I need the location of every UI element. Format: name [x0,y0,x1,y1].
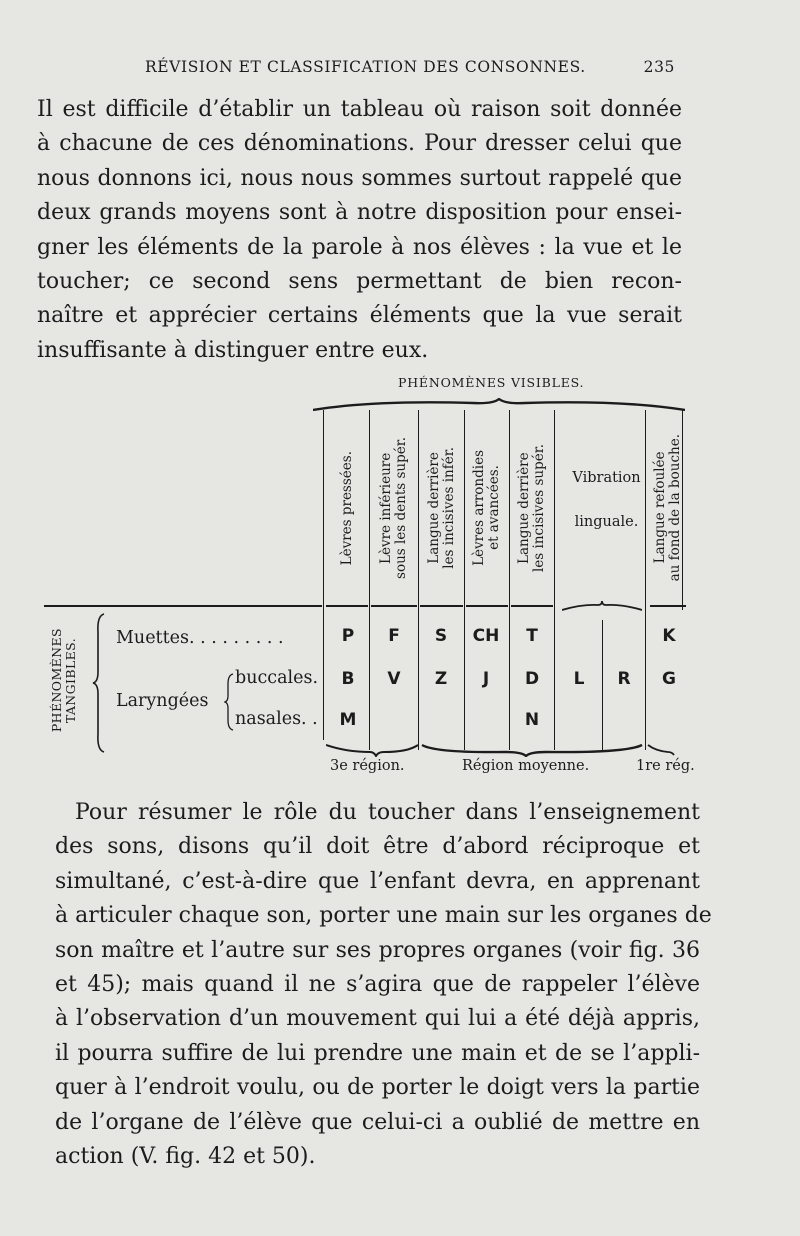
region-label-first: 1re rég. [636,758,695,774]
text-line: action (V. fig. 42 et 50). [55,1144,316,1170]
consonant-cell: M [339,710,357,730]
text-line: deux grands moyens sont à notre disposition pour ensei- [37,200,682,226]
consonant-cell: CH [472,626,500,646]
consonant-cell: S [434,626,448,646]
left-brace [92,612,106,754]
visible-phenomena-heading: PHÉNOMÈNES VISIBLES. [398,375,585,390]
consonant-table [44,400,694,800]
consonant-cell: J [482,669,490,689]
text-line: à chacune de ces dénominations. Pour dresser celui que [37,131,682,157]
consonant-cell: G [662,669,676,689]
bottom-braces [326,743,686,757]
vibration-brace [562,600,642,612]
column-header: Langue refoulée au fond de la bouche. [652,434,683,582]
text-line: Pour résumer le rôle du toucher dans l’enseignement [75,800,700,825]
consonant-cell: K [662,626,676,646]
column-header: Lèvres pressées. [338,450,355,566]
text-line: son maître et l’autre sur ses propres organes (voir fig. 36 [55,937,700,963]
consonant-cell: T [526,626,538,646]
text-line: quer à l’endroit voulu, ou de porter le doigt vers la partie [55,1075,700,1101]
region-label-third: 3e région. [330,758,405,774]
column-header: Lèvre inférieure sous les dents supér. [378,437,409,579]
consonant-cell: D [524,669,540,689]
text-line: naître et apprécier certains éléments que la vue serait [37,303,682,329]
text-line: à articuler chaque son, porter une main sur les organes de [55,903,712,929]
text-line: il pourra suffire de lui prendre une main et de se l’appli- [55,1040,700,1066]
consonant-cell: V [387,669,401,689]
text-line: et 45); mais quand il ne s’agira que de rappeler l’élève [55,972,700,998]
consonant-cell: N [524,710,540,730]
consonant-cell: F [388,626,400,646]
page-number: 235 [643,58,675,76]
text-line: de l’organe de l’élève que celui-ci a oublié de mettre en [55,1109,700,1135]
consonant-cell: R [617,669,631,689]
text-line: simultané, c’est-à-dire que l’enfant devra, en apprenant [55,868,700,894]
row-label-nasales: nasales. . [235,709,318,729]
paragraph-intro [37,93,682,368]
consonant-cell: P [341,626,355,646]
text-line: insuffisante à distinguer entre eux. [37,337,429,363]
running-header [145,58,675,76]
consonant-cell: Z [434,669,448,689]
column-header: Langue derrière les incisives infér. [425,447,457,569]
region-label-middle: Région moyenne. [462,758,590,774]
consonant-cell: L [573,669,585,689]
text-line: nous donnons ici, nous nous sommes surtout rappelé que [37,165,682,191]
text-line: à l’observation d’un mouvement qui lui a été déjà appris, [55,1006,700,1032]
running-title: RÉVISION ET CLASSIFICATION DES CONSONNES. [145,58,586,76]
column-header-vibration: Vibration linguale. [572,470,641,530]
tangible-phenomena-label: PHÉNOMÈNES TANGIBLES. [49,627,78,733]
paragraph-conclusion [55,796,712,1174]
text-line: toucher; ce second sens permettant de bien recon- [37,269,682,295]
row-label-muettes: Muettes. . . . . . . . . [116,628,284,648]
consonant-cell: B [341,669,355,689]
column-header: Langue derrière les incisives supér. [516,443,547,572]
text-line: Il est difficile d’établir un tableau où raison soit donnée [37,97,682,122]
column-header: Lèvres arrondies et avancées. [471,450,502,566]
row-label-buccales: buccales. [235,668,319,688]
row-label-laryngees: Laryngées [116,691,209,711]
text-line: gner les éléments de la parole à nos élèves : la vue et le [37,234,682,260]
laryngees-brace [224,672,234,732]
text-line: des sons, disons qu’il doit être d’abord réciproque et [55,834,700,860]
